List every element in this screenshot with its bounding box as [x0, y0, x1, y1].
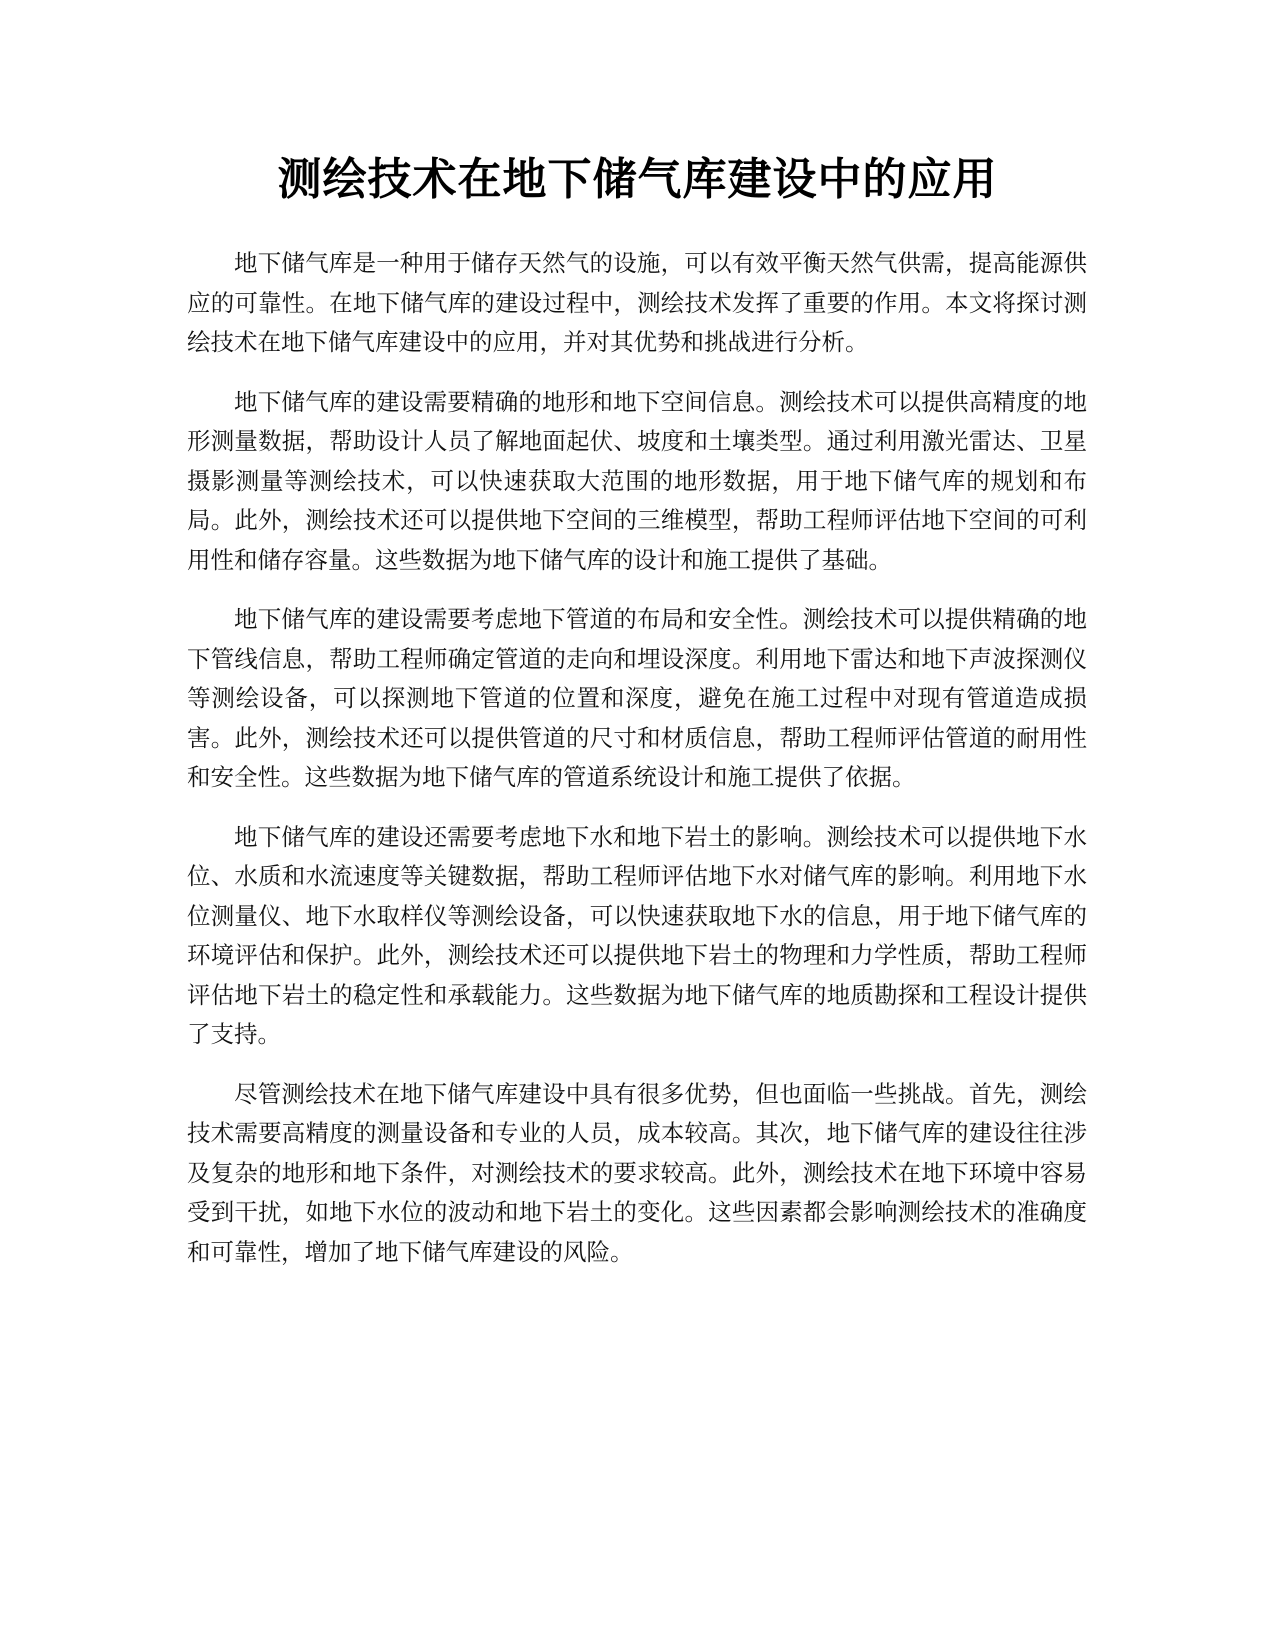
paragraph-2: 地下储气库的建设需要精确的地形和地下空间信息。测绘技术可以提供高精度的地形测量数据，帮助设计人员了解地面起伏、坡度和土壤类型。通过利用激光雷达、卫星摄影测量等测绘技术，可以快速获取大范围的地形数据，用于地下储气库的规划和布局。此外，测绘技术还可以提供地下空间的三维模型，帮助工程师评估地下空间的可利用性和储存容量。这些数据为地下储气库的设计和施工提供了基础。: [187, 387, 1087, 574]
paragraph-4: 地下储气库的建设还需要考虑地下水和地下岩土的影响。测绘技术可以提供地下水位、水质和水流速度等关键数据，帮助工程师评估地下水对储气库的影响。利用地下水位测量仪、地下水取样仪等测绘设备，可以快速获取地下水的信息，用于地下储气库的环境评估和保护。此外，测绘技术还可以提供地下岩土的物理和力学性质，帮助工程师评估地下岩土的稳定性和承载能力。这些数据为地下储气库的地质勘探和工程设计提供了支持。: [187, 822, 1087, 1048]
document-title: 测绘技术在地下储气库建设中的应用: [277, 154, 998, 205]
paragraph-3: 地下储气库的建设需要考虑地下管道的布局和安全性。测绘技术可以提供精确的地下管线信息，帮助工程师确定管道的走向和埋设深度。利用地下雷达和地下声波探测仪等测绘设备，可以探测地下管道的位置和深度，避免在施工过程中对现有管道造成损害。此外，测绘技术还可以提供管道的尺寸和材质信息，帮助工程师评估管道的耐用性和安全性。这些数据为地下储气库的管道系统设计和施工提供了依据。: [187, 605, 1087, 791]
paragraph-1: 地下储气库是一种用于储存天然气的设施，可以有效平衡天然气供需，提高能源供应的可靠性。在地下储气库的建设过程中，测绘技术发挥了重要的作用。本文将探讨测绘技术在地下储气库建设中的应用，并对其优势和挑战进行分析。: [187, 249, 1087, 356]
paragraph-5: 尽管测绘技术在地下储气库建设中具有很多优势，但也面临一些挑战。首先，测绘技术需要高精度的测量设备和专业的人员，成本较高。其次，地下储气库的建设往往涉及复杂的地形和地下条件，对测绘技术的要求较高。此外，测绘技术在地下环境中容易受到干扰，如地下水位的波动和地下岩土的变化。这些因素都会影响测绘技术的准确度和可靠性，增加了地下储气库建设的风险。: [187, 1079, 1087, 1266]
document-body: [187, 244, 1087, 1292]
